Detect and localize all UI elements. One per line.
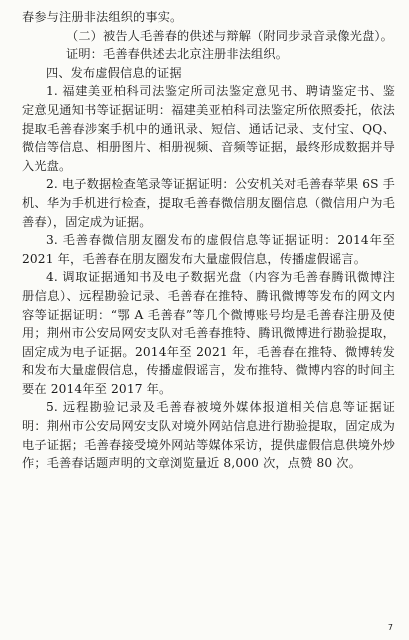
paragraph-proof-statement: 证明：毛善春供述去北京注册非法组织。 bbox=[66, 47, 289, 62]
paragraph-evidence-2: 2. 电子数据检查笔录等证据证明：公安机关对毛善春苹果 6S 手机、华为手机进行检查，提取毛善春微信朋友圈信息（微信用户为毛善春），固定成为证据。 bbox=[22, 177, 395, 229]
paragraph-evidence-4: 4. 调取证据通知书及电子数据光盘（内容为毛善春腾讯微博注册信息）、远程勘验记录、毛善春在推特、腾讯微博等发布的网文内容等证据证明：“鄂 A 毛善春”等几个微博账号均是毛善春注册及使用；荆州市公安局网安支队对毛善春推特、腾讯微博进行勘验提取，固定成为电子证据。2014年至 2021 年，毛善春在推特、微博转发和发布大量虚假信息，传播虚假谣言，发布推特、微博内容的时间主要在 2014年至 2017 年。 bbox=[22, 270, 395, 396]
page-number: 7 bbox=[387, 623, 393, 632]
paragraph-evidence-5: 5. 远程勘验记录及毛善春被境外媒体报道相关信息等证据证明：荆州市公安局网安支队对境外网站信息进行勘验提取，固定成为电子证据；毛善春接受境外网站等媒体采访，提供虚假信息供境外炒作；毛善春话题声明的文章浏览量近 8,000 次，点赞 80 次。 bbox=[22, 400, 395, 471]
section-heading-false-info-evidence: 四、发布虚假信息的证据 bbox=[46, 65, 182, 80]
paragraph-defendant-statement: （二）被告人毛善春的供述与辩解（附同步录音录像光盘）。 bbox=[66, 28, 394, 43]
paragraph-evidence-3: 3. 毛善春微信朋友圈发布的虚假信息等证据证明：2014年至 2021 年，毛善春在朋友圈发布大量虚假信息，传播虚假谣言。 bbox=[22, 233, 395, 266]
paragraph-evidence-1: 1. 福建美亚柏科司法鉴定所司法鉴定意见书、聘请鉴定书、鉴定意见通知书等证据证明：福建美亚柏科司法鉴定所依照委托，依法提取毛善春涉案手机中的通讯录、短信、通话记录、支付宝、QQ、微信等信息、相册图片、相册视频、音频等证据，最终形成数据并导入光盘。 bbox=[22, 84, 395, 173]
paragraph-continuation: 春参与注册非法组织的事实。 bbox=[22, 10, 183, 24]
